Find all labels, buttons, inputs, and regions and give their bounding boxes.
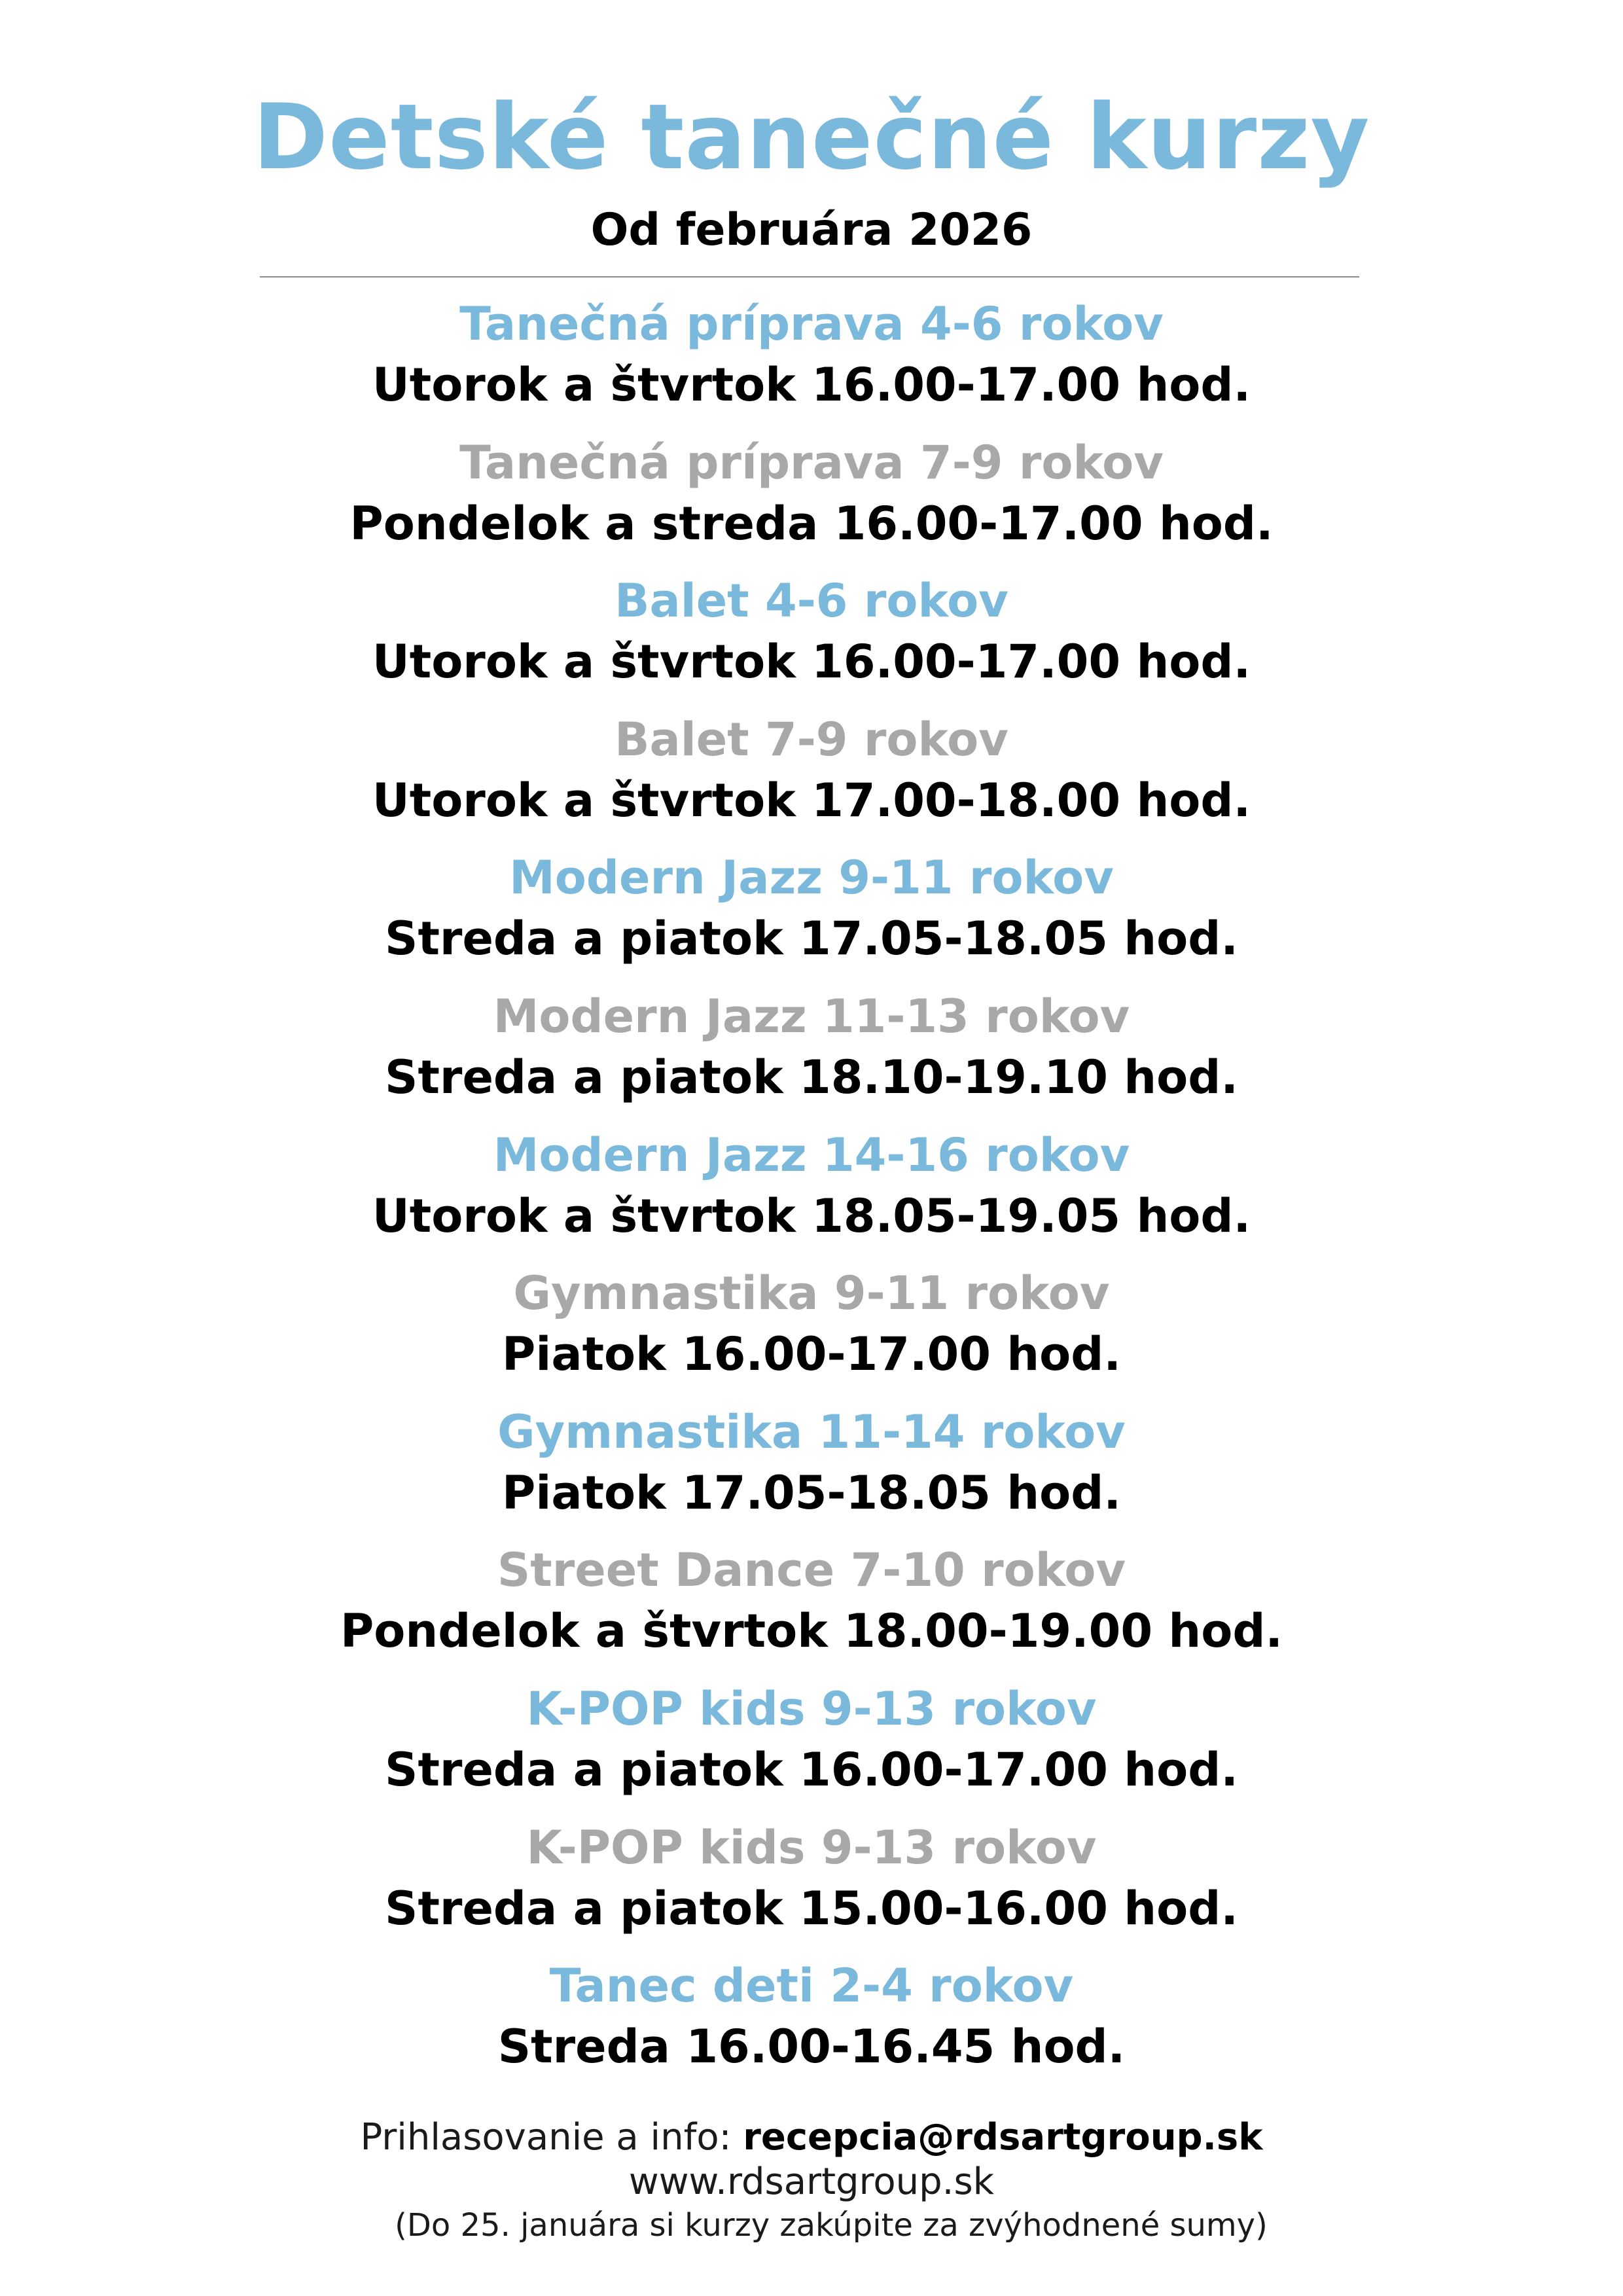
footer-contact-line <box>0 2115 1623 2160</box>
course-item <box>0 1263 1623 1401</box>
course-schedule: Utorok a štvrtok 17.00-18.00 hod. <box>372 773 1251 827</box>
footer-discount-note: (Do 25. januára si kurzy zakúpite za zvýhodnené sumy) <box>395 2207 1268 2244</box>
course-item <box>0 570 1623 709</box>
course-name: Street Dance 7-10 rokov <box>497 1543 1126 1598</box>
page-title: Detské tanečné kurzy <box>253 84 1370 190</box>
course-list <box>0 293 1623 2094</box>
course-name: Modern Jazz 11-13 rokov <box>493 989 1130 1043</box>
course-name: Gymnastika 9-11 rokov <box>513 1266 1110 1321</box>
course-item <box>0 1955 1623 2094</box>
divider <box>260 276 1359 278</box>
course-item <box>0 1401 1623 1540</box>
course-item <box>0 986 1623 1124</box>
course-schedule: Streda a piatok 15.00-16.00 hod. <box>385 1881 1238 1935</box>
footer <box>0 2115 1623 2246</box>
course-schedule: Utorok a štvrtok 18.05-19.05 hod. <box>372 1189 1251 1243</box>
course-schedule: Streda a piatok 18.10-19.10 hod. <box>385 1050 1238 1104</box>
course-item <box>0 1817 1623 1956</box>
course-item <box>0 432 1623 571</box>
course-name: Gymnastika 11-14 rokov <box>497 1405 1126 1459</box>
course-schedule: Streda a piatok 17.05-18.05 hod. <box>385 912 1238 966</box>
course-schedule: Piatok 17.05-18.05 hod. <box>502 1465 1121 1520</box>
course-name: K-POP kids 9-13 rokov <box>526 1681 1097 1736</box>
course-schedule: Pondelok a streda 16.00-17.00 hod. <box>349 496 1274 550</box>
course-schedule: Utorok a štvrtok 16.00-17.00 hod. <box>372 358 1251 412</box>
course-name: K-POP kids 9-13 rokov <box>526 1820 1097 1874</box>
course-item <box>0 709 1623 848</box>
footer-website-link[interactable]: www.rdsartgroup.sk <box>628 2161 995 2203</box>
course-item <box>0 847 1623 986</box>
course-schedule: Pondelok a štvrtok 18.00-19.00 hod. <box>340 1604 1283 1659</box>
page-subtitle: Od februára 2026 <box>590 204 1033 256</box>
course-schedule: Streda 16.00-16.45 hod. <box>497 2020 1126 2074</box>
course-name: Tanečná príprava 4-6 rokov <box>459 297 1164 351</box>
course-schedule: Utorok a štvrtok 16.00-17.00 hod. <box>372 635 1251 689</box>
course-name: Modern Jazz 9-11 rokov <box>509 851 1114 905</box>
course-name: Tanec deti 2-4 rokov <box>549 1959 1074 2013</box>
footer-info-label: Prihlasovanie a info: <box>360 2116 732 2159</box>
course-item <box>0 293 1623 432</box>
course-name: Modern Jazz 14-16 rokov <box>493 1128 1130 1182</box>
course-schedule: Streda a piatok 16.00-17.00 hod. <box>385 1742 1238 1797</box>
course-item <box>0 1539 1623 1678</box>
course-name: Balet 7-9 rokov <box>615 712 1008 766</box>
course-schedule: Piatok 16.00-17.00 hod. <box>502 1327 1121 1382</box>
course-name: Tanečná príprava 7-9 rokov <box>459 435 1164 490</box>
course-name: Balet 4-6 rokov <box>615 574 1008 628</box>
course-item <box>0 1678 1623 1817</box>
footer-email-link[interactable]: recepcia@rdsartgroup.sk <box>743 2116 1263 2159</box>
course-item <box>0 1124 1623 1263</box>
